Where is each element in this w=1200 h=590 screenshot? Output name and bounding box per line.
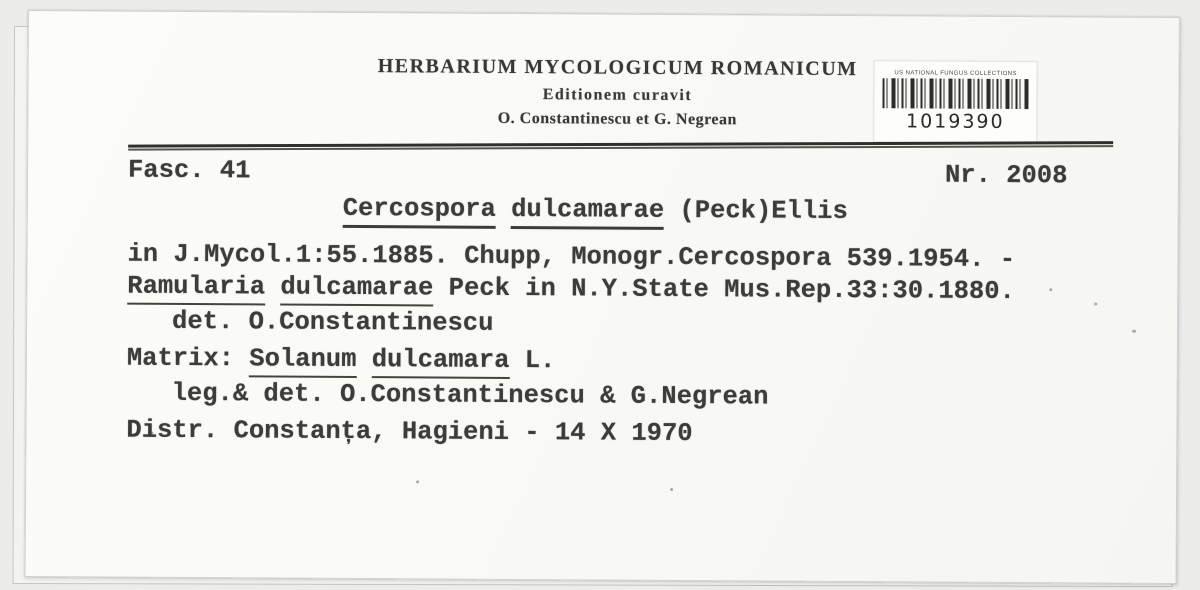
fascicle-number: Fasc. 41 (127, 155, 251, 186)
specimen-number: Nr. 2008 (944, 160, 1068, 191)
paper-speck (416, 480, 419, 483)
citation-line: in J.Mycol.1:55.1885. Chupp, Monogr.Cercospora 539.1954. - (127, 239, 1016, 275)
divider-rule (128, 141, 1113, 150)
barcode-caption: US NATIONAL FUNGUS COLLECTIONS (894, 70, 1017, 78)
matrix-label: Matrix: (126, 343, 235, 374)
name-authority: (Peck)Ellis (679, 195, 848, 227)
paper-speck (1132, 330, 1136, 333)
paper-speck (1049, 288, 1052, 291)
barcode-sticker (873, 60, 1037, 143)
paper-speck (670, 488, 673, 491)
herbarium-label-card (25, 10, 1180, 584)
determiner-line: det. O.Constantinescu (172, 306, 494, 338)
host-genus: Solanum (249, 344, 356, 378)
herbarium-title: HERBARIUM MYCOLOGICUM ROMANICUM (377, 55, 858, 81)
matrix-line (127, 344, 556, 376)
herbarium-subtitle: Editionem curavit (542, 86, 693, 105)
host-authority: L. (524, 346, 556, 376)
paper-speck (1094, 303, 1097, 306)
synonym-genus: Ramularia (127, 272, 265, 306)
host-epithet: dulcamara (372, 345, 510, 379)
paper-speck (236, 434, 239, 437)
species-name-line (343, 194, 848, 226)
synonym-epithet: dulcamarae (280, 273, 433, 307)
species-epithet: dulcamarae (511, 195, 664, 230)
barcode-number: 1019390 (905, 110, 1005, 133)
collector-line: leg.& det. O.Constantinescu & G.Negrean (171, 378, 769, 412)
synonym-citation: Peck in N.Y.State Mus.Rep.33:30.1880. (448, 273, 1015, 307)
paper-speck (150, 432, 153, 435)
genus-name: Cercospora (343, 194, 496, 229)
herbarium-editors: O. Constantinescu et G. Negrean (497, 109, 737, 129)
barcode-icon (882, 78, 1028, 109)
synonym-line (127, 272, 1015, 307)
locality-date-line: Distr. Constanța, Hagieni - 14 X 1970 (126, 415, 693, 449)
